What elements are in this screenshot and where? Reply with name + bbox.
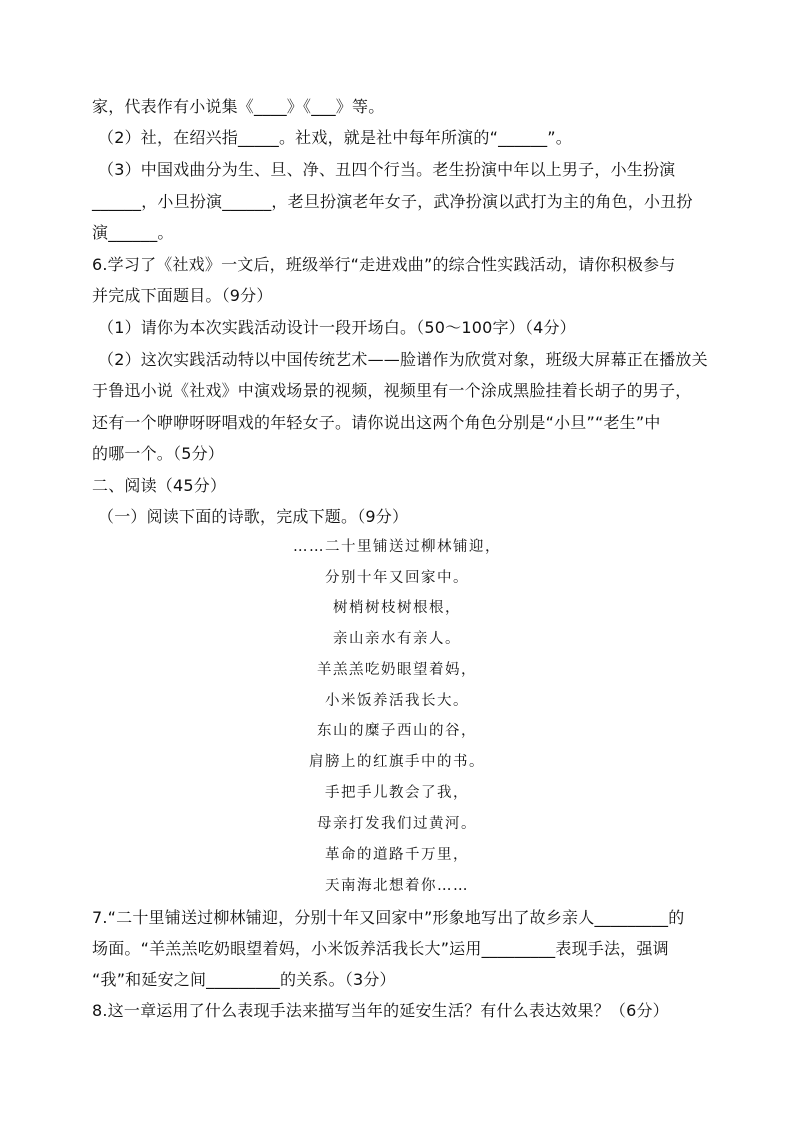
poem-line-8: 肩膀上的红旗手中的书。	[309, 754, 485, 770]
section-heading-reading: 二、阅读（45分）	[92, 476, 227, 495]
poem-line-4: 亲山亲水有亲人。	[333, 631, 461, 647]
poem-line-3: 树梢树枝树根根，	[333, 600, 461, 616]
q7-line-3: “我”和延安之间_________的关系。（3分）	[92, 970, 396, 989]
q6-part2-line-3: 还有一个咿咿呀呀唱戏的年轻女子。请你说出这两个角色分别是“小旦”“老生”中	[92, 413, 661, 432]
poem-line-11: 革命的道路千万里，	[325, 847, 469, 863]
poem-line-9: 手把手儿教会了我，	[325, 785, 469, 801]
q5-part3-line-2: ______，小旦扮演______，老旦扮演老年女子，武净扮演以武打为主的角色，小丑扮	[92, 192, 693, 211]
poem-line-1: ……二十里铺送过柳林铺迎，	[293, 539, 501, 555]
subsection-heading-poem: （一）阅读下面的诗歌，完成下题。（9分）	[98, 507, 409, 526]
poem-line-10: 母亲打发我们过黄河。	[317, 816, 477, 832]
poem-line-12: 天南海北想着你……	[325, 878, 469, 894]
q6-line-1: 6.学习了《社戏》一文后，班级举行“走进戏曲”的综合性实践活动，请你积极参与	[92, 255, 676, 274]
q6-part2-line-4: 的哪一个。（5分）	[92, 444, 224, 463]
poem-line-2: 分别十年又回家中。	[325, 570, 469, 586]
q6-line-2: 并完成下面题目。（9分）	[92, 286, 273, 305]
q5-part3-line-3: 演______。	[92, 223, 174, 242]
poem-line-6: 小米饭养活我长大。	[325, 693, 469, 709]
q6-part2-line-2: 于鲁迅小说《社戏》中演戏场景的视频，视频里有一个涂成黑脸挂着长胡子的男子，	[92, 381, 692, 400]
poem-line-5: 羊羔羔吃奶眼望着妈，	[317, 662, 477, 678]
q5-part3-line-1: （3）中国戏曲分为生、旦、净、丑四个行当。老生扮演中年以上男子，小生扮演	[98, 160, 676, 179]
poem-line-7: 东山的糜子西山的谷，	[317, 723, 477, 739]
q6-part1-line: （1）请你为本次实践活动设计一段开场白。（50～100字）（4分）	[98, 318, 576, 337]
q7-line-2: 场面。“羊羔羔吃奶眼望着妈，小米饭养活我长大”运用_________表现手法，强调	[92, 939, 669, 958]
q5-part2-line: （2）社，在绍兴指_____。社戏，就是社中每年所演的“______”。	[98, 128, 572, 147]
q5-continuation-line: 家，代表作有小说集《____》《___》等。	[92, 97, 385, 116]
q7-line-1: 7.“二十里铺送过柳林铺迎，分别十年又回家中”形象地写出了故乡亲人_________的	[92, 908, 685, 927]
q8-line: 8.这一章运用了什么表现手法来描写当年的延安生活？有什么表达效果？（6分）	[92, 1001, 669, 1020]
q6-part2-line-1: （2）这次实践活动特以中国传统艺术——脸谱作为欣赏对象，班级大屏幕正在播放关	[98, 350, 708, 369]
